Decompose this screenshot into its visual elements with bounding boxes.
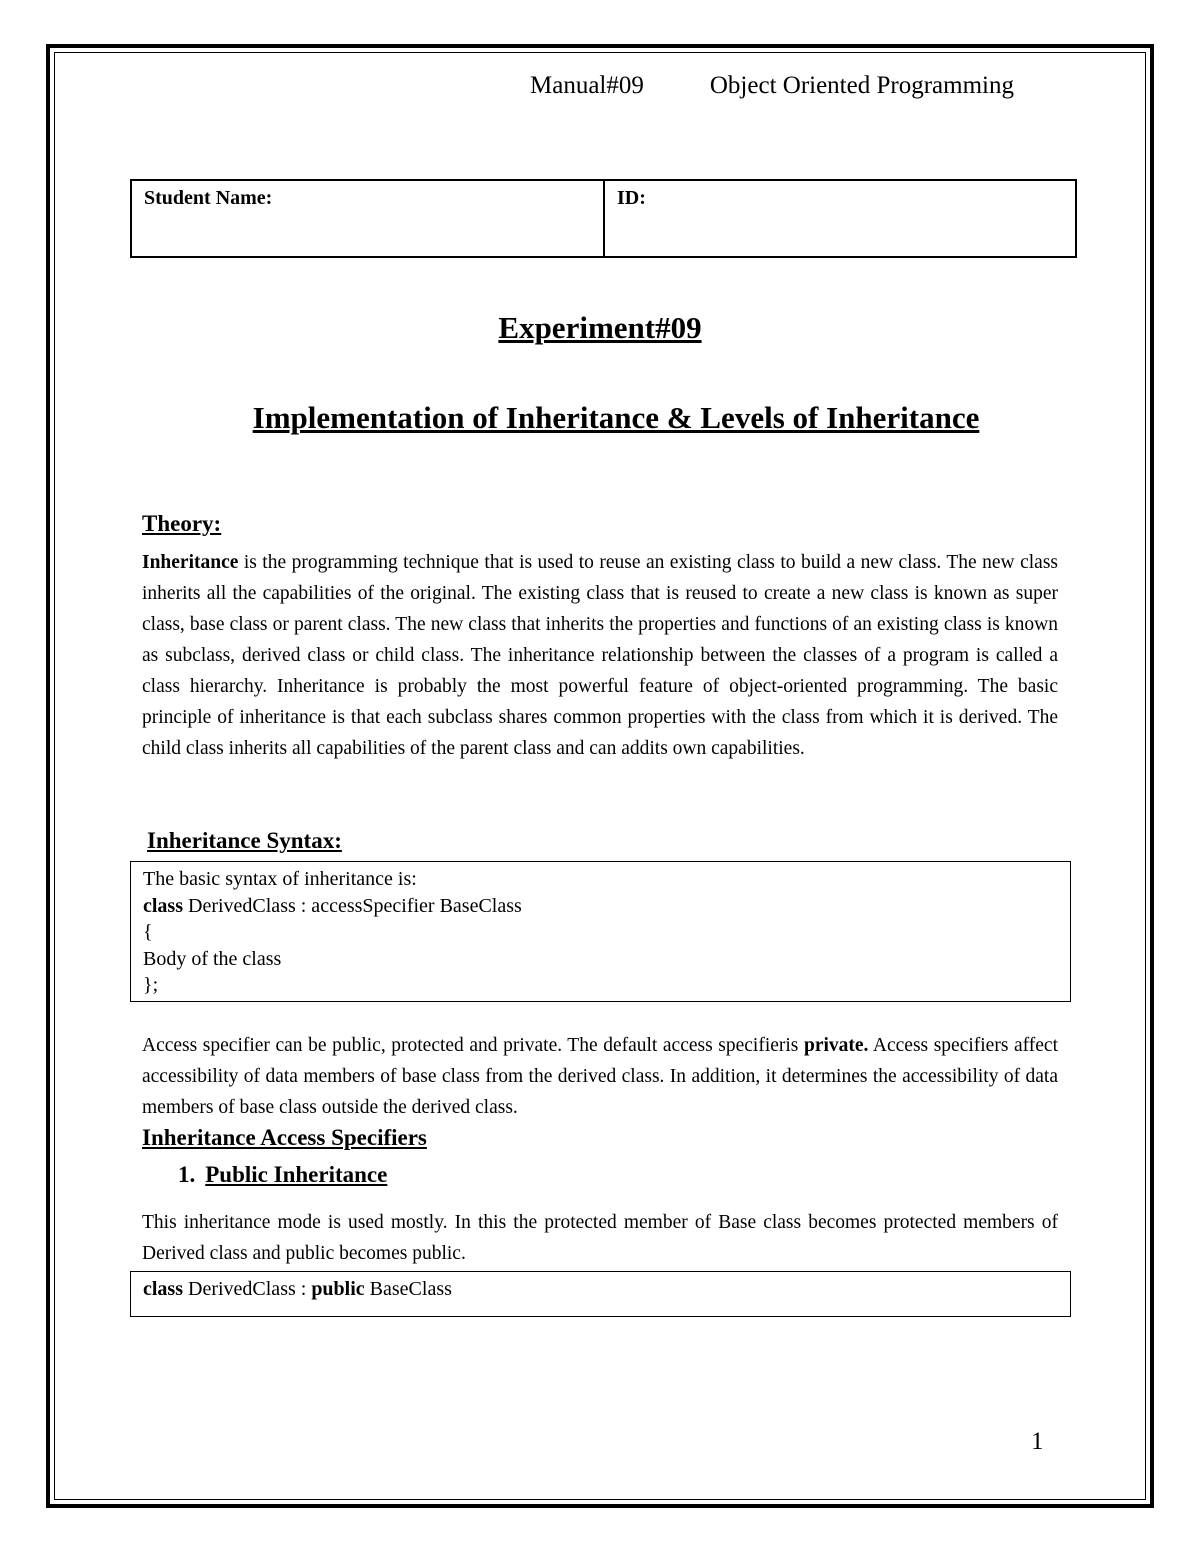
syntax-code-box [130, 861, 1071, 1002]
syntax-line-2-rest: DerivedClass : accessSpecifier BaseClass [183, 894, 522, 917]
public-inheritance-paragraph: This inheritance mode is used mostly. In this the protected member of Base class becomes protected members of Derived class and public becomes public. [142, 1212, 1058, 1264]
theory-heading: Theory: [142, 511, 222, 536]
course-name: Object Oriented Programming [709, 72, 1014, 99]
code-base-class: BaseClass [364, 1278, 452, 1300]
theory-text: is the programming technique that is used to reuse an existing class to build a new class. The new class inherits all the capabilities of the original. The existing class that is reused to create a new class is known as super class, base class or parent class. The new class that inherits the properties and functions of an existing class is known as subclass, derived class or child class. The inheritance relationship between the classes of a program is called a class hierarchy. Inheritance is probably the most powerful feature of object-oriented programming. The basic principle of inheritance is that each subclass shares common properties with the class from which it is derived. The child class inherits all capabilities of the parent class and can addits own capabilities. [142, 552, 1058, 759]
syntax-line-3: { [143, 921, 153, 943]
access-text-2: Access specifiers affect accessibility of data members of base class from the derived class. In addition, it determines the accessibility of data members of base class outside the derived class. [142, 1035, 1058, 1118]
access-bold-private: private. [803, 1035, 869, 1056]
experiment-title: Experiment#09 [498, 310, 702, 345]
code-keyword-class: class [143, 1278, 183, 1300]
public-inheritance-title: Public Inheritance [205, 1162, 388, 1187]
syntax-line-1: The basic syntax of inheritance is: [143, 868, 417, 890]
manual-number: Manual#09 [530, 72, 644, 99]
public-inheritance-number: 1. [178, 1162, 196, 1187]
code-keyword-public: public [311, 1278, 365, 1300]
syntax-line-5: }; [143, 974, 159, 996]
access-specifiers-heading: Inheritance Access Specifiers [142, 1125, 427, 1150]
syntax-heading: Inheritance Syntax: [147, 828, 342, 853]
page-number: 1 [1031, 1428, 1044, 1455]
student-id-label: ID: [617, 187, 646, 209]
theory-term: Inheritance [142, 552, 239, 573]
syntax-line-2 [143, 893, 1058, 920]
code-derived-class: DerivedClass : [183, 1278, 312, 1300]
student-name-label: Student Name: [144, 187, 273, 209]
main-title: Implementation of Inheritance & Levels of Inheritance [252, 400, 980, 435]
student-name-cell[interactable] [132, 181, 605, 256]
public-inheritance-heading [178, 1162, 387, 1188]
syntax-keyword-class: class [143, 894, 183, 917]
page-header [530, 72, 1014, 100]
access-specifier-paragraph [142, 1030, 1058, 1123]
syntax-line-4: Body of the class [143, 947, 282, 970]
theory-paragraph [142, 547, 1058, 764]
public-inheritance-code-box [130, 1271, 1071, 1317]
student-id-cell[interactable] [605, 181, 1075, 256]
student-info-table [130, 179, 1077, 258]
access-text-1: Access specifier can be public, protected and private. The default access specifieris [142, 1035, 804, 1056]
